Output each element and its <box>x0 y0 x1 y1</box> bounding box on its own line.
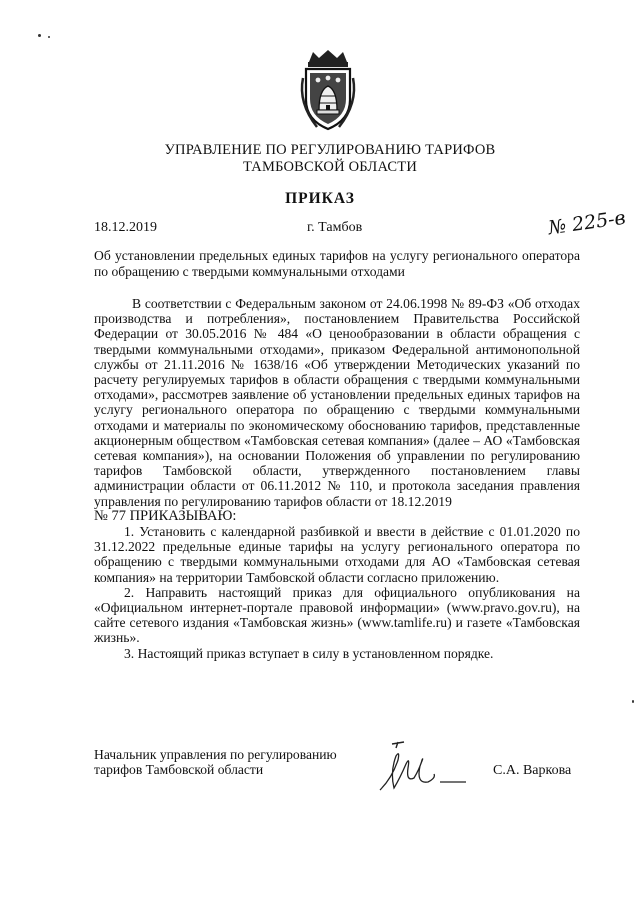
document-city: г. Тамбов <box>307 220 363 235</box>
scan-speck <box>48 36 50 38</box>
signer-name: С.А. Варкова <box>493 763 572 778</box>
document-number: № 225-в <box>546 206 627 240</box>
organization-name <box>120 142 540 176</box>
handwritten-signature <box>370 738 470 798</box>
document-subject: Об установлении предельных единых тарифов на услугу регионального оператора по обращению с твердыми коммунальными отходами <box>94 248 580 279</box>
preamble-paragraph: В соответствии с Федеральным законом от 24.06.1998 № 89-ФЗ «Об отходах производства и потребления», постановлением Правительства Российской Федерации от 30.05.2016 № 484 «О ценообразовании в области обращения с твердыми коммунальными отходами», приказом Федеральной антимонопольной службы от 21.11.2016 № 1638/16 «Об утверждении Методических указаний по расчету регулируемых тарифов в области обращения с твердыми коммунальными отходами», рассмотрев заявление об установлении предельных единых тарифов на услугу регионального оператора по обращению с твердыми коммунальными отходами и материалы по экономическому обоснованию тарифов, представленные акционерным обществом «Тамбовская сетевая компания» (далее – АО «Тамбовская сетевая компания»), на основании Положения об управлении по регулированию тарифов Тамбовской области, утвержденного постановлением главы администрации области от 06.11.2012 № 110, и протокола заседания правления управления по регулированию тарифов области от 18.12.2019 <box>94 296 580 509</box>
org-line-1: УПРАВЛЕНИЕ ПО РЕГУЛИРОВАНИЮ ТАРИФОВ <box>164 142 496 158</box>
order-item-1: 1. Установить с календарной разбивкой и ввести в действие с 01.01.2020 по 31.12.2022 предельные единые тарифы на услугу регионального оператора по обращению с твердыми коммунальными отходами для АО «Тамбовская сетевая компания» на территории Тамбовской области согласно приложению. <box>94 524 580 585</box>
signer-position-line-1: Начальник управления по регулированию <box>94 747 337 762</box>
scan-speck <box>632 700 634 703</box>
document-type-title: ПРИКАЗ <box>285 190 355 207</box>
signer-position <box>94 747 374 777</box>
org-line-2: ТАМБОВСКОЙ ОБЛАСТИ <box>242 159 418 175</box>
order-item-2: 2. Направить настоящий приказ для официального опубликования на «Официальном интернет-портале правовой информации» (www.pravo.gov.ru), на сайте сетевого издания «Тамбовская жизнь» (www.tamlife.ru) и газете «Тамбовская жизнь». <box>94 584 580 646</box>
scan-speck <box>38 34 41 37</box>
signer-position-line-2: тарифов Тамбовской области <box>94 762 264 777</box>
document-date: 18.12.2019 <box>94 220 157 235</box>
document-body <box>94 296 580 661</box>
tambov-coat-of-arms-icon <box>295 48 361 132</box>
resolve-line: № 77 ПРИКАЗЫВАЮ: <box>94 507 237 524</box>
order-item-3: 3. Настоящий приказ вступает в силу в установленном порядке. <box>124 645 494 661</box>
